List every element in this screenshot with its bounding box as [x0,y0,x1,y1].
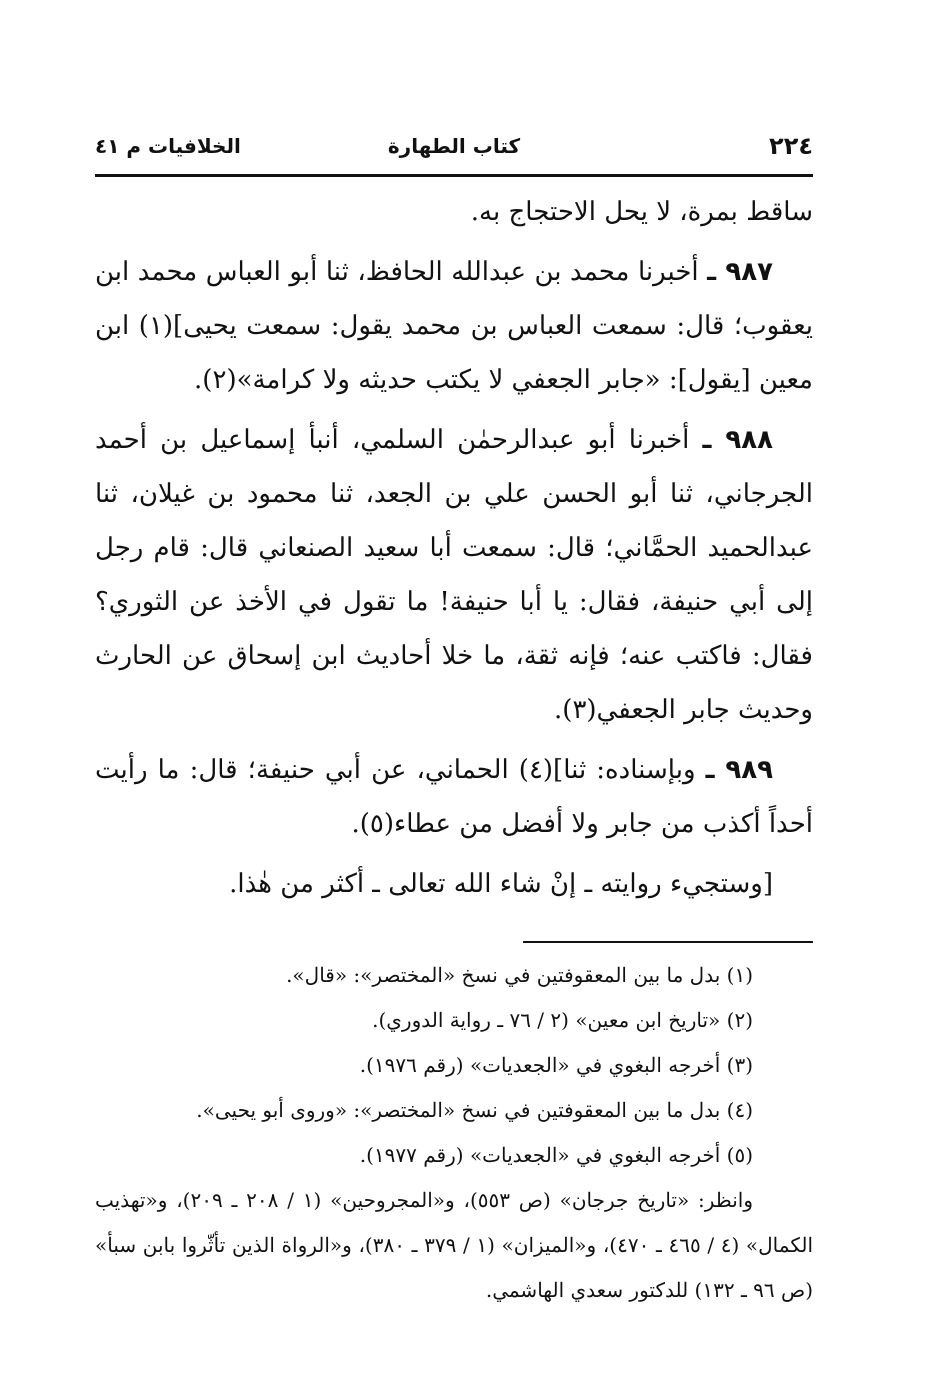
footnote-2: (٢) «تاريخ ابن معين» (٢ / ٧٦ ـ رواية الدوري). [372,1008,753,1032]
book-page [95,120,813,1313]
main-text [95,185,813,911]
footnote-separator [523,941,813,943]
page-header [95,120,813,164]
hadith-text: أخبرنا أبو عبدالرحمٰن السلمي، أنبأ إسماعيل بن أحمد الجرجاني، ثنا أبو الحسن علي بن الجعد، ثنا محمود بن غيلان، ثنا عبدالحميد الحمَّاني؛ قال: سمعت أبا سعيد الصنعاني قال: قام رجل إلى أبي حنيفة، فقال: يا أبا حنيفة! ما تقول في الأخذ عن الثوري؟ فقال: فاكتب عنه؛ فإنه ثقة، ما خلا أحاديث ابن إسحاق عن الحارث وحديث جابر الجعفي(٣). [95,425,813,725]
footnote-4: (٤) بدل ما بين المعقوفتين في نسخ «المختصر»: «وروى أبو يحيى». [196,1098,753,1122]
footnote-5: (٥) أخرجه البغوي في «الجعديات» (رقم ١٩٧٧). [359,1143,753,1167]
hadith-989 [95,743,813,851]
hadith-text: أخبرنا محمد بن عبدالله الحافظ، ثنا أبو العباس محمد ابن يعقوب؛ قال: سمعت العباس بن محمد يقول: سمعت يحيى](١) ابن معين [يقول]: «جابر الجعفي لا يكتب حديثه ولا كرامة»(٢). [95,257,813,395]
footnote-references: وانظر: «تاريخ جرجان» (ص ٥٥٣)، و«المجروحين» (١ / ٢٠٨ ـ ٢٠٩)، و«تهذيب الكمال» (٤ / ٤٦٥ ـ ٤٧٠)، و«الميزان» (١ / ٣٧٩ ـ ٣٨٠)، و«الرواة الذين تأثّروا بابن سبأ» (ص ٩٦ ـ ١٣٢) للدكتور سعدي الهاشمي. [95,1188,814,1302]
footnote-1: (١) بدل ما بين المعقوفتين في نسخ «المختصر»: «قال». [286,963,753,987]
hadith-text: وبإسناده: ثنا](٤) الحماني، عن أبي حنيفة؛ قال: ما رأيت أحداً أكذب من جابر ولا أفضل من عطاء(٥). [95,755,813,839]
closing-note: [وستجيء روايته ـ إنْ شاء الله تعالى ـ أكثر من هٰذا. [229,869,773,899]
paragraph-continuation: ساقط بمرة، لا يحل الاحتجاج به. [470,197,813,227]
running-title: الخلافيات م ٤١ [95,134,241,158]
header-rule [95,174,813,177]
footnote-3: (٣) أخرجه البغوي في «الجعديات» (رقم ١٩٧٦). [359,1053,753,1077]
hadith-number: ٩٨٩ ـ [705,755,773,785]
hadith-987 [95,245,813,407]
chapter-title: كتاب الطهارة [387,134,521,158]
footnotes [95,953,813,1313]
hadith-number: ٩٨٨ ـ [702,425,773,455]
hadith-number: ٩٨٧ ـ [707,257,773,287]
page-number: ٢٢٤ [769,132,813,160]
hadith-988 [95,413,813,737]
